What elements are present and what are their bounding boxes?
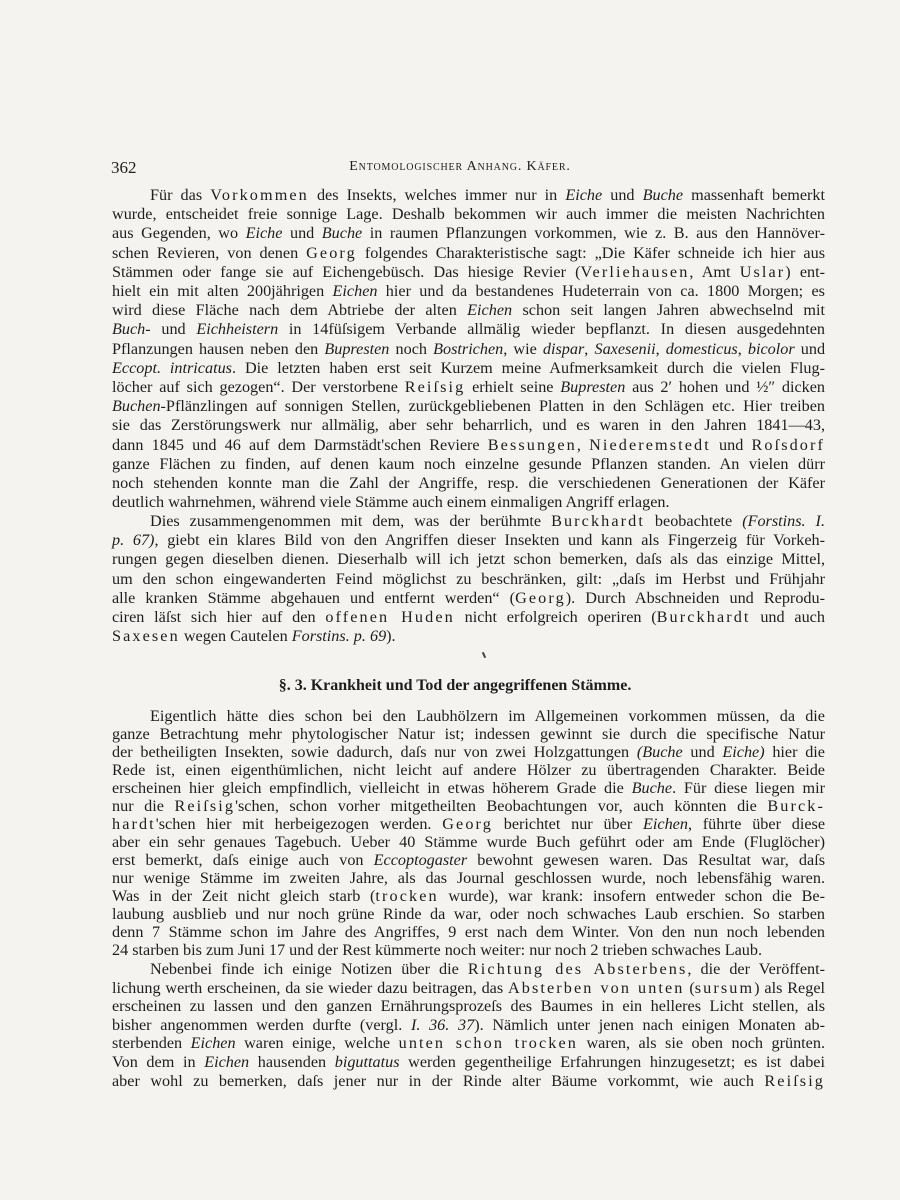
spaced-text: Burckhardt [551,512,645,530]
text-line [112,960,825,979]
text-run: , [655,339,666,358]
text-run: und auch [750,608,825,627]
text-line [112,550,825,569]
text-run: nicht erfolgreich operiren ( [454,608,657,627]
text-run: Rede ist, einen eigenthümlichen, nicht leicht auf andere Hölzer zu übertragenden Charakter. Beide [112,761,825,779]
paragraph-1 [112,186,825,512]
italic-text: biguttatus [334,1052,400,1071]
text-line [112,1072,825,1091]
italic-text: (Buche [636,743,683,761]
text-line [112,941,825,959]
text-line [112,869,825,887]
text-run: erst bemerkt, daſs einige auch von [112,851,374,869]
italic-text: p. 67) [112,531,155,550]
text-run: dann 1845 und 46 auf dem Darmstädt'schen Reviere [112,435,488,454]
text-run: laubung ausblieb und nur noch grüne Rinde da war, oder noch schwaches Laub erschien. So starben [112,905,825,923]
text-line [112,707,825,725]
text-run: , wie [503,339,543,358]
italic-text: Forstins. p. 69 [291,627,387,646]
spaced-text: Reiſsig [174,797,236,815]
text-run: , die der Veröffent- [687,960,825,978]
spaced-text: Reiſsig [404,378,466,397]
text-run: ganze Betrachtung mehr phytologischer Natur ist; indessen gewinnt sie durch die specifische Natur [112,725,825,743]
text-line [112,761,825,779]
text-run: Stämmen oder fange sie auf Eichengebüsch. Das hiesige Revier ( [112,262,581,281]
text-run: ( [684,978,695,997]
italic-text: Eiche) [722,743,765,761]
text-run: Für das [150,186,211,204]
text-line [112,833,825,851]
text-run: und [150,320,197,339]
text-line [112,997,825,1016]
italic-text: Eichen [332,282,378,301]
italic-text: Saxesenii [594,339,656,358]
text-run: Pflanzungen hausen neben den [112,339,325,358]
italic-text: Eichen [204,1052,250,1071]
text-line [112,779,825,797]
text-run: nur die [112,797,175,815]
text-run: und [602,186,643,204]
spaced-text: Georg [442,815,493,833]
stray-mark [482,652,486,658]
text-run: des Insekts, welches immer nur in [308,186,566,204]
italic-text: I. 36. 37 [410,1015,475,1034]
text-run: Eigentlich hätte dies schon bei den Laubhölzern im Allgemeinen vorkommen müssen, da die [150,707,825,725]
text-run: Nebenbei finde ich einige Notizen über die [150,960,468,978]
text-run: , [576,435,590,454]
italic-text: Eichen [190,1034,236,1053]
spaced-text: Richtung des Absterbens [467,960,688,978]
text-line [112,887,825,905]
italic-text: Eichheistern [196,320,279,339]
text-run: massenhaft bemerkt [683,186,826,204]
spaced-text: unten schon trocken [398,1034,578,1053]
text-run: , [737,339,748,358]
italic-text: Buchen [112,397,161,416]
text-run: , [584,339,595,358]
text-line [112,815,825,833]
text-run: schen Revieren, von denen [112,243,307,262]
spaced-text: Roſsdorf [751,435,825,454]
spaced-text: Burck- [767,797,825,815]
text-line [112,979,825,998]
text-run: deutlich wahrnehmen, während viele Stämme auch einem einmaligen Angriff erlagen. [112,493,670,512]
text-run: wurde), war krank: insofern entweder schon die Be- [438,887,825,905]
text-run: um den schon eingewanderten Feind möglichst zu beschränken, gilt: „daſs im Herbst und Frühjahr [112,569,825,588]
text-run: hier und da bestandenes Hudeterrain von ca. 1800 Morgen; es [377,282,825,301]
text-run: ciren läſst sich hier auf den [112,608,326,627]
spaced-text: Saxesen [112,627,180,646]
italic-text: Eiche [565,186,603,204]
spaced-text: Niederemstedt [589,435,711,454]
spaced-text: Verliehausen [580,262,690,281]
italic-text: Bupresten [324,339,390,358]
text-line [112,512,825,531]
text-run: ). [386,627,396,646]
text-run: aber wohl zu bemerken, daſs jener nur in der Rinde alter Bäume vorkommt, wie auch [112,1071,765,1090]
text-run: 'schen, schon vorher mitgetheilten Beobachtungen vor, auch könnten die [235,797,768,815]
text-run: nur wenige Stämme im zweiten Jahre, als das Journal geschlossen wurde, noch lebensfähig waren. [112,869,825,887]
text-run: bisher angenommen werden durfte (vergl. [112,1015,411,1034]
italic-text: Buche [321,224,363,243]
text-run: Was in der Zeit nicht gleich starb ( [112,887,376,905]
text-line [112,851,825,869]
italic-text: domesticus [665,339,738,358]
text-run: alle kranken Stämme abgehauen und entfernt werden“ ( [112,588,516,607]
italic-text: Buche [642,186,684,204]
spaced-text: Georg [306,243,357,262]
text-line [112,743,825,761]
text-line [112,905,825,923]
text-run: 'schen hier mit herbeigezogen werden. [155,815,443,833]
italic-text: Buche [631,779,673,797]
text-run: berichtet nur über [492,815,644,833]
spaced-text: sursum [694,978,755,997]
text-run: noch stehenden konnte man die Zahl der Angriffe, resp. die verschiedenen Generationen der Käfer [112,474,825,493]
text-line [112,531,825,550]
text-line [112,205,825,224]
text-run: hielt ein mit alten 200jährigen [112,282,333,301]
text-line [112,797,825,815]
text-run: wurde, entscheidet freie sonnige Lage. Deshalb bekommen wir auch immer die meisten Nachrichten [112,205,825,224]
text-run: , giebt ein klares Bild von den Angriffen dieser Insekten und kann als Fingerzeig für Vorkeh- [154,531,825,550]
text-line [112,320,825,339]
text-line [112,359,825,378]
italic-text: Bupresten [560,378,626,397]
text-run: sie das Zerstörungswerk nur allmälig, aber sehr beharrlich, und es waren in den Jahren 1841—43, [112,416,825,435]
italic-text: Eichen [467,301,513,320]
text-line [112,416,825,435]
section-heading: §. 3. Krankheit und Tod der angegriffenen Stämme. [278,677,632,694]
page-number: 362 [111,158,137,177]
text-line [112,627,825,646]
running-head: Entomologischer Anhang. Käfer. [349,159,571,174]
text-run: und [282,224,322,243]
text-line [112,923,825,941]
text-run: lichung werth erscheinen, da sie wieder dazu beitragen, das [112,978,509,997]
italic-text: (Forstins. I. [742,512,825,530]
text-run: denn 7 Stämme schon im Jahre des Angriffes, 9 erst nach dem Winter. Von den nun noch lebenden [112,923,825,941]
italic-text: Eccoptogaster [373,851,468,869]
text-line [112,455,825,474]
text-run: -Pflänzlingen auf sonnigen Stellen, zurückgebliebenen Platten in den Schlägen etc. Hier treiben [160,397,825,416]
text-run: und [794,339,826,358]
text-run: . Die letzten haben erst seit Kurzem meine Aufmerksamkeit durch die vielen Flug- [231,358,826,377]
text-line [112,436,825,455]
paragraph-4 [112,960,825,1090]
spaced-text: offenen Huden [325,608,455,627]
text-line [112,570,825,589]
text-run: in raumen Pflanzungen vorkommen, wie z. B. aus den Hannöver- [362,224,826,243]
italic-text: Eiche [245,224,283,243]
text-line [112,340,825,359]
text-run: wegen Cautelen [179,627,292,646]
spaced-text: hardt [112,815,156,833]
spaced-text: Burckhardt [656,608,751,627]
text-run: schon seit langen Jahren abwechselnd mit [512,301,826,320]
text-run: ganze Flächen zu finden, auf denen kaum noch einzelne gesunde Pflanzen standen. An vielen dürr [112,454,825,473]
text-line [112,263,825,282]
text-run: waren einige, welche [235,1034,399,1053]
text-run: ) ent- [785,262,825,281]
text-run: sterbenden [112,1034,191,1053]
text-line [112,474,825,493]
text-run: aber ein sehr genaues Tagebuch. Ueber 40 Stämme wurde Buch geführt oder am Ende (Fluglöcher) [112,833,825,851]
text-line [112,493,825,512]
italic-text: bicolor [747,339,795,358]
text-run: und [710,435,752,454]
text-run: erscheinen zu lassen und den ganzen Ernährungsprozeſs des Baumes in ein helleres Licht stellen, als [112,997,825,1016]
text-line [112,282,825,301]
text-run: hausenden [249,1052,335,1071]
text-run: folgendes Charakteristische sagt: „Die Käfer schneide ich hier aus [356,243,825,262]
text-run: und [682,743,723,761]
italic-text: Eichen [643,815,688,833]
text-run: aus Gegenden, wo [112,224,246,243]
spaced-text: Bessungen [487,435,577,454]
italic-text: Eccopt. intricatus [112,358,232,377]
spaced-text: Reiſsig [764,1071,825,1090]
text-run: . Für diese liegen mir [672,779,825,797]
text-run: ). Nämlich unter jenen nach einigen Monaten ab- [474,1015,826,1034]
text-line [112,378,825,397]
text-run: aus 2′ hohen und ½″ dicken [625,378,826,397]
text-run: werden gegentheilige Erfahrungen hinzugesetzt; es ist dabei [399,1052,825,1071]
italic-text: dispar [542,339,585,358]
text-line [112,244,825,263]
text-run: Von dem in [112,1052,205,1071]
text-run: wird diese Fläche nach dem Abtriebe der alten [112,301,468,320]
text-run: , führte über diese [687,815,826,833]
text-run: in 14füſsigem Verbande allmälig wieder bepflanzt. In diesen ausgedehnten [278,320,826,339]
text-line [112,1053,825,1072]
text-run: der betheiligten Insekten, sowie dadurch, daſs nur von zwei Holzgattungen [112,743,637,761]
paragraph-2 [112,512,825,646]
text-line [112,186,825,205]
text-run: waren, als sie oben noch grünten. [577,1034,825,1053]
text-run: ) als Regel [754,978,826,997]
text-run: erscheinen hier gleich empfindlich, vielleicht in etwas höherem Grade die [112,779,632,797]
text-line [112,301,825,320]
italic-text: Buch- [112,320,151,339]
text-run: Dies zusammengenommen mit dem, was der berühmte [150,512,552,530]
paragraph-3 [112,707,825,959]
text-run: hier die [764,743,825,761]
text-run: löcher auf sich gezogen“. Der verstorbene [112,378,405,397]
text-run: bewohnt gewesen waren. Das Resultat war, daſs [467,851,825,869]
text-line [112,608,825,627]
text-run: 24 starben bis zum Juni 17 und der Rest kümmerte noch weiter: nur noch 2 trieben schwaches Laub. [112,941,763,959]
spaced-text: Absterben von unten [508,978,685,997]
text-run: beobachtete [644,512,743,530]
spaced-text: Uslar [739,262,786,281]
text-line [112,224,825,243]
italic-text: Bostrichen [433,339,504,358]
text-run: , Amt [689,262,740,281]
text-line [112,397,825,416]
text-line [112,589,825,608]
text-line [112,725,825,743]
spaced-text: trocken [375,887,439,905]
spaced-text: Vorkommen [210,186,309,204]
spaced-text: Georg [515,588,566,607]
text-line [112,1034,825,1053]
text-run: rungen gegen dieselben dienen. Dieserhalb will ich jetzt schon bemerken, daſs als das einzige Mittel, [112,550,825,569]
text-run: erhielt seine [465,378,561,397]
text-run: noch [389,339,434,358]
text-line [112,1016,825,1035]
text-run: ). Durch Abschneiden und Reprodu- [565,588,825,607]
